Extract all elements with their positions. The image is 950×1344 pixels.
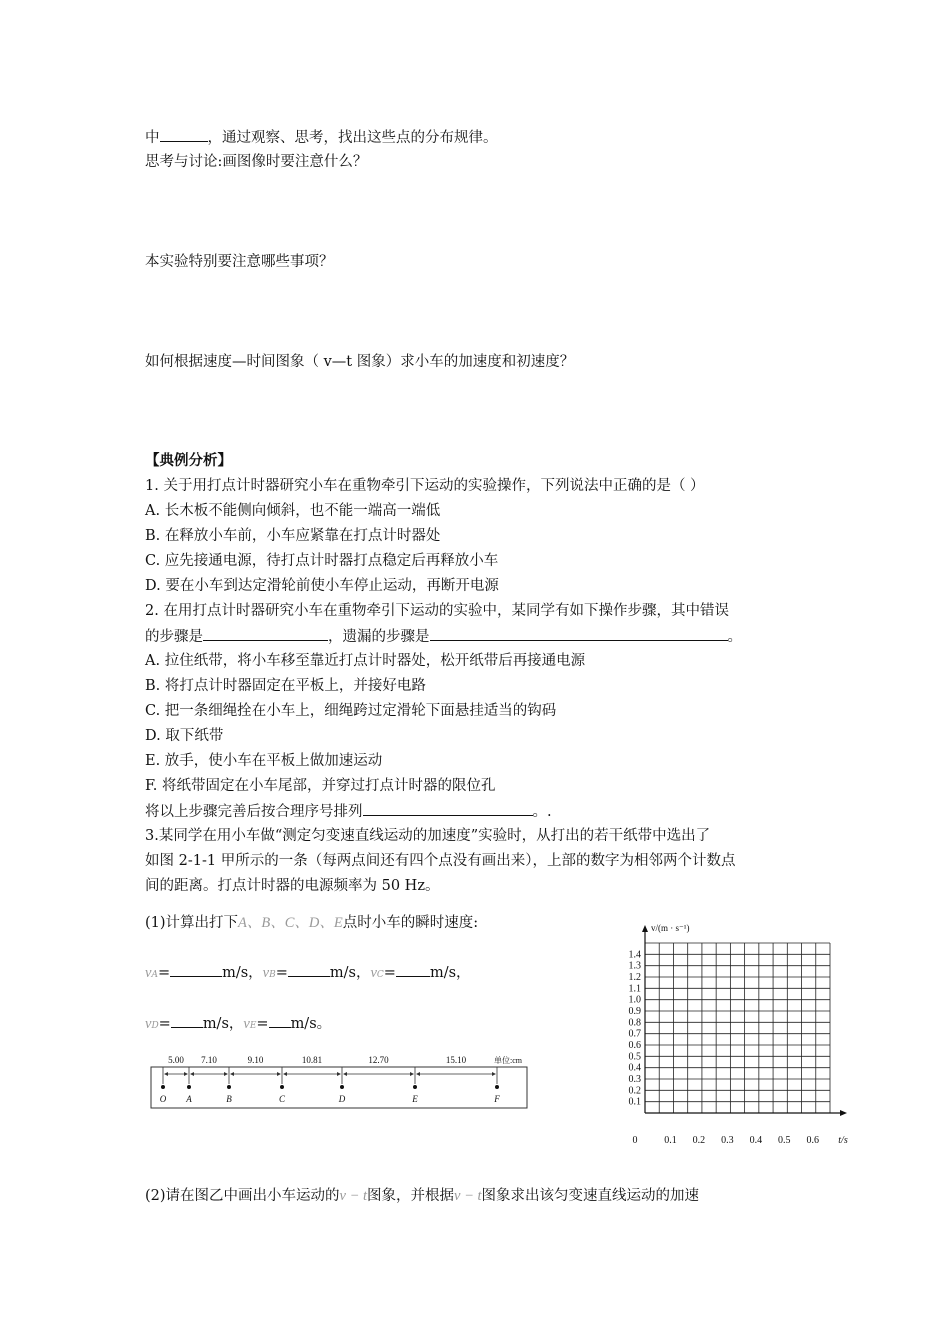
y-tick-label: 1.0 [628,994,641,1006]
velocity-row-1: vA= m/s，vB= m/s，vC= m/s， [145,962,471,985]
q2-option-a: A. 拉住纸带，将小车移至靠近打点计时器处，松开纸带后再接通电源 [145,653,586,669]
missing-steps-blank[interactable] [430,626,728,641]
tape-point-label: O [159,1094,167,1104]
tape-point-label: D [338,1094,346,1104]
va-blank[interactable] [170,962,222,977]
tape-dot-D [340,1085,344,1089]
tape-point-label: F [494,1094,500,1104]
q2-option-e: E. 放手，使小车在平板上做加速运动 [145,753,383,769]
tape-arrow [277,1072,281,1076]
tape-arrow [164,1072,168,1076]
q3-part1: (1)计算出打下A、B、C、D、E点时小车的瞬时速度: [145,915,479,931]
tape-distance-label: 15.10 [445,1055,467,1065]
q2-option-f: F. 将纸带固定在小车尾部，并穿过打点计时器的限位孔 [145,778,496,794]
y-axis-arrow [642,925,648,932]
y-tick-label: 0.4 [628,1062,641,1074]
tape-dot-B [227,1085,231,1089]
fill-blank[interactable] [160,127,208,142]
paper-tape-figure [148,1050,533,1112]
tape-dot-F [495,1085,499,1089]
q2-order: 将以上步骤完善后按合理序号排列 。. [145,801,552,822]
intro-line-4: 如何根据速度—时间图象（ v—t 图象）求小车的加速度和初速度？ [145,354,575,370]
tape-arrow [410,1072,414,1076]
intro-line-2: 思考与讨论:画图像时要注意什么？ [145,154,368,170]
tape-point-label: B [226,1094,232,1104]
y-tick-label: 0.5 [628,1051,641,1063]
q1-option-a: A. 长木板不能侧向倾斜，也不能一端高一端低 [145,503,441,519]
q2-option-c: C. 把一条细绳拴在小车上，细绳跨过定滑轮下面悬挂适当的钩码 [145,703,557,719]
tape-point-label: C [278,1094,286,1104]
x-tick-label: 0.4 [749,1135,763,1146]
y-tick-label: 0.6 [628,1040,641,1051]
y-tick-label: 0.8 [628,1017,641,1029]
vc-blank[interactable] [396,962,430,977]
y-tick-label: 1.3 [628,960,641,972]
tape-arrow [337,1072,341,1076]
x-tick-label: 0.6 [806,1135,820,1146]
section-title: 【典例分析】 [145,452,232,469]
q2-stem-2: 的步骤是 ，遗漏的步骤是 。 [145,626,742,647]
q1-option-c: C. 应先接通电源，待打点计时器打点稳定后再释放小车 [145,553,499,569]
q2-option-b: B. 将打点计时器固定在平板上，并接好电路 [145,678,426,694]
point-labels: A、B、C、D、E [238,915,343,931]
intro-line-3: 本实验特别要注意哪些事项？ [145,254,334,270]
tape-dot-C [280,1085,284,1089]
tape-distance-label: 12.70 [368,1055,389,1065]
vd-blank[interactable] [171,1013,203,1028]
y-tick-label: 1.2 [628,972,641,983]
q1-option-b: B. 在释放小车前，小车应紧靠在打点计时器处 [145,528,441,544]
tape-point-label: E [412,1094,418,1104]
q3-part2: (2)请在图乙中画出小车运动的v − t图象，并根据v − t图象求出该匀变速直线运动的加速 [145,1188,700,1204]
x-tick-label: 0.2 [692,1135,706,1146]
tape-arrow [283,1072,287,1076]
q2-option-d: D. 取下纸带 [145,728,224,744]
y-tick-label: 1.4 [628,949,641,961]
tape-arrow [184,1072,188,1076]
y-axis-label: v/(m · s⁻¹) [651,923,690,933]
tape-arrow [190,1072,194,1076]
origin-label: 0 [632,1135,638,1146]
q3-stem-1: 3.某同学在用小车做“测定匀变速直线运动的加速度”实验时，从打出的若干纸带中选出了 [145,828,711,844]
q3-stem-2: 如图 2-1-1 甲所示的一条（每两点间还有四个点没有画出来），上部的数字为相邻两个计数点 [145,853,736,869]
tape-dot-E [413,1085,417,1089]
order-blank[interactable] [363,801,533,816]
tape-distance-label: 7.10 [201,1055,217,1065]
x-tick-label: 0.5 [778,1135,791,1146]
tape-arrow [224,1072,228,1076]
y-tick-label: 0.3 [628,1074,641,1085]
y-tick-label: 1.1 [628,983,641,995]
tape-distance-label: 9.10 [247,1055,264,1065]
y-tick-label: 0.9 [628,1006,641,1017]
tape-distance-label: 5.00 [168,1055,184,1065]
q2-stem-1: 2. 在用打点计时器研究小车在重物牵引下运动的实验中，某同学有如下操作步骤，其中错误 [145,603,729,619]
tape-distance-label: 10.81 [301,1055,323,1065]
x-tick-label: 0.1 [664,1135,677,1146]
x-axis-arrow [840,1110,847,1116]
x-axis-label: t/s [838,1135,848,1146]
tape-arrow [230,1072,234,1076]
y-tick-label: 0.7 [628,1028,641,1040]
ve-blank[interactable] [269,1013,291,1028]
y-tick-label: 0.2 [628,1085,641,1097]
vb-blank[interactable] [288,962,330,977]
tape-arrow [343,1072,347,1076]
x-tick-label: 0.3 [721,1135,734,1146]
q3-stem-3: 间的距离。打点计时器的电源频率为 50 Hz。 [145,878,440,894]
tape-point-label: A [186,1094,192,1104]
y-tick-label: 0.1 [628,1096,641,1108]
tape-arrow [492,1072,496,1076]
wrong-steps-blank[interactable] [203,626,328,641]
tape-unit-label: 单位:cm [494,1056,522,1065]
vt-grid-chart[interactable] [615,915,855,1150]
intro-line-1: 中 ，通过观察、思考，找出这些点的分布规律。 [145,127,498,148]
tape-dot-A [187,1085,191,1089]
velocity-row-2: vD= m/s，vE= m/s。 [145,1013,331,1036]
tape-arrow [416,1072,420,1076]
tape-dot-O [161,1085,165,1089]
q1-stem: 1. 关于用打点计时器研究小车在重物牵引下运动的实验操作，下列说法中正确的是（ ） [145,478,705,494]
q1-option-d: D. 要在小车到达定滑轮前使小车停止运动，再断开电源 [145,578,499,594]
